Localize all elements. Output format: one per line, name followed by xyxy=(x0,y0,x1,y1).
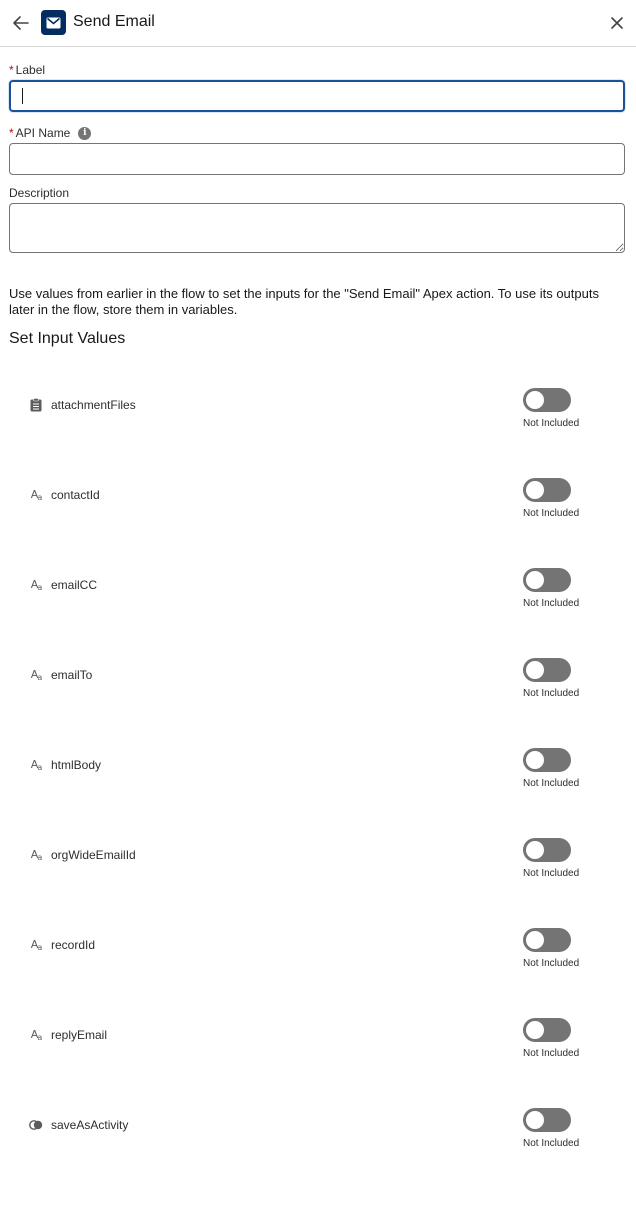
toggle-status: Not Included xyxy=(523,958,580,969)
param-name: orgWideEmailId xyxy=(51,848,136,862)
include-toggle[interactable] xyxy=(523,1018,571,1042)
toggle-knob xyxy=(526,751,544,769)
param-row-contactId xyxy=(0,487,636,577)
text-type-icon: $A_a$ xyxy=(30,1028,42,1042)
toggle-knob xyxy=(526,571,544,589)
include-toggle[interactable] xyxy=(523,388,571,412)
api-name-field-text: API Name xyxy=(15,126,71,140)
param-row-emailCC xyxy=(0,577,636,667)
param-name: saveAsActivity xyxy=(51,1118,129,1132)
info-icon[interactable]: i xyxy=(78,127,91,140)
param-row-attachmentFiles xyxy=(0,397,636,487)
panel-header xyxy=(0,0,636,47)
text-cursor xyxy=(22,88,23,104)
toggle-status: Not Included xyxy=(523,598,580,609)
param-name: contactId xyxy=(51,488,100,502)
param-row-recordId xyxy=(0,937,636,1027)
param-name: htmlBody xyxy=(51,758,102,772)
text-type-icon: $A_a$ xyxy=(30,938,42,952)
collection-icon xyxy=(29,397,43,413)
section-title: Set Input Values xyxy=(9,330,126,347)
toggle-knob xyxy=(526,481,544,499)
description-textarea[interactable] xyxy=(9,203,625,253)
close-button[interactable] xyxy=(606,12,628,34)
toggle-status: Not Included xyxy=(523,418,580,429)
param-name: recordId xyxy=(51,938,96,952)
toggle-knob xyxy=(526,1021,544,1039)
toggle-knob xyxy=(526,661,544,679)
text-type-icon: $A_a$ xyxy=(30,578,42,592)
param-name: replyEmail xyxy=(51,1028,108,1042)
description-field-label xyxy=(9,186,69,200)
label-input[interactable] xyxy=(9,80,625,112)
label-field-text: Label xyxy=(15,63,46,77)
toggle-knob xyxy=(526,931,544,949)
include-toggle[interactable] xyxy=(523,748,571,772)
param-name: emailCC xyxy=(51,578,98,592)
param-row-emailTo xyxy=(0,667,636,757)
include-toggle[interactable] xyxy=(523,1108,571,1132)
text-type-icon: $A_a$ xyxy=(30,848,42,862)
param-row-saveAsActivity xyxy=(0,1117,636,1207)
toggle-status: Not Included xyxy=(523,1048,580,1059)
toggle-status: Not Included xyxy=(523,508,580,519)
toggle-knob xyxy=(526,391,544,409)
toggle-status: Not Included xyxy=(523,688,580,699)
boolean-icon xyxy=(29,1117,43,1133)
back-button[interactable] xyxy=(10,12,32,34)
include-toggle[interactable] xyxy=(523,568,571,592)
toggle-status: Not Included xyxy=(523,1138,580,1149)
include-toggle[interactable] xyxy=(523,928,571,952)
email-icon xyxy=(41,10,66,35)
toggle-knob xyxy=(526,841,544,859)
param-row-htmlBody xyxy=(0,757,636,847)
param-name: emailTo xyxy=(51,668,93,682)
api-name-field-label xyxy=(9,126,91,140)
param-row-orgWideEmailId xyxy=(0,847,636,937)
toggle-knob xyxy=(526,1111,544,1129)
back-arrow-icon xyxy=(13,16,29,30)
help-text: Use values from earlier in the flow to set the inputs for the "Send Email" Apex action. To use its outputs later in the flow, store them in variables. xyxy=(9,286,599,317)
param-row-replyEmail xyxy=(0,1027,636,1117)
page-title: Send Email xyxy=(73,13,155,30)
toggle-status: Not Included xyxy=(523,868,580,879)
text-type-icon: $A_a$ xyxy=(30,758,42,772)
include-toggle[interactable] xyxy=(523,478,571,502)
required-mark: * xyxy=(9,63,14,77)
include-toggle[interactable] xyxy=(523,658,571,682)
param-name: attachmentFiles xyxy=(51,398,136,412)
description-field-text: Description xyxy=(9,186,70,200)
label-field-label xyxy=(9,63,45,77)
text-type-icon: $A_a$ xyxy=(30,668,42,682)
api-name-input[interactable] xyxy=(9,143,625,175)
toggle-status: Not Included xyxy=(523,778,580,789)
close-icon xyxy=(611,17,623,29)
include-toggle[interactable] xyxy=(523,838,571,862)
required-mark: * xyxy=(9,126,14,140)
text-type-icon: $A_a$ xyxy=(30,488,42,502)
